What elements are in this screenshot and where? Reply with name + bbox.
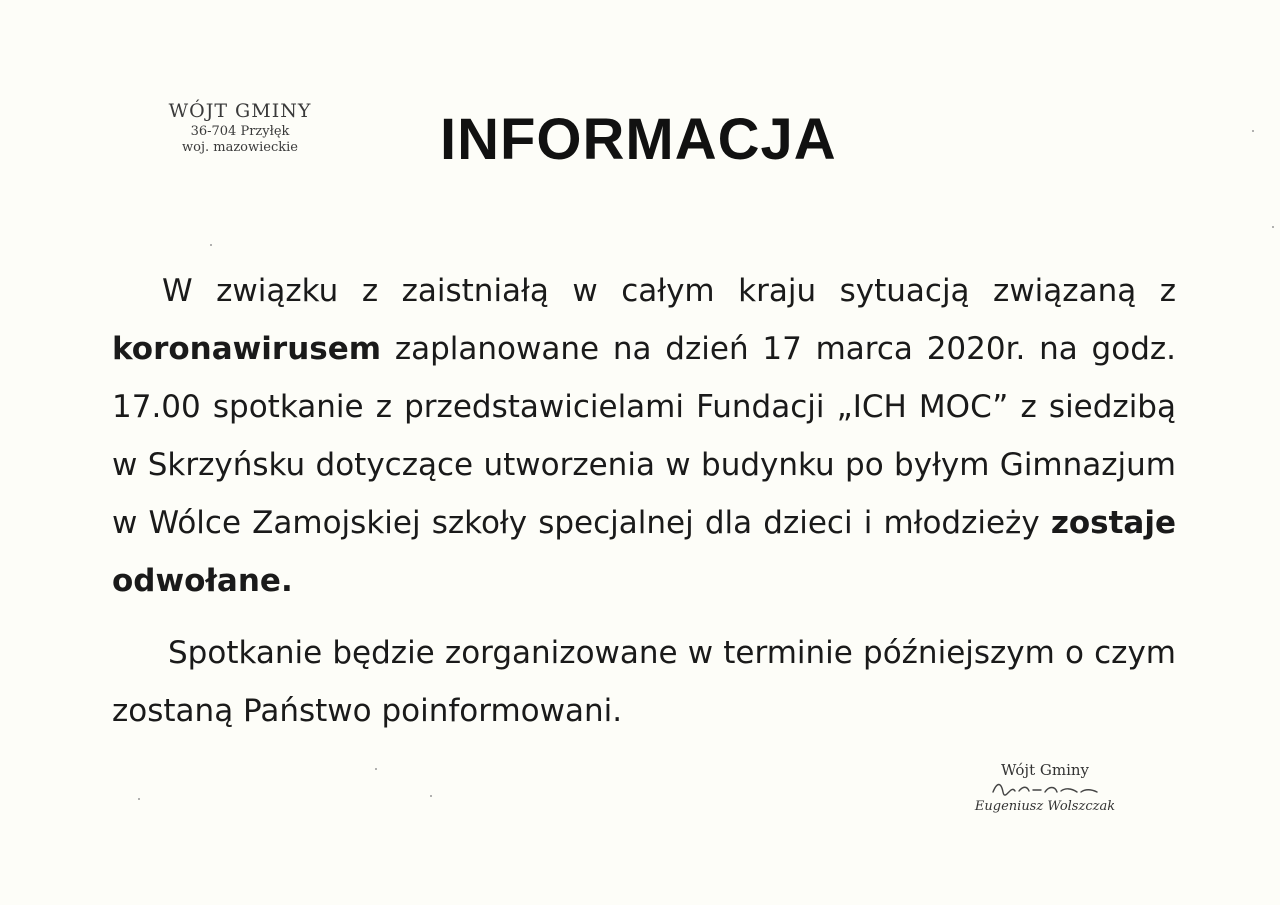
scan-speck <box>138 798 140 800</box>
page-title: INFORMACJA <box>440 107 837 172</box>
signatory-name: Eugeniusz Wolszczak <box>974 799 1116 814</box>
scan-speck <box>430 795 432 797</box>
bold-cancelled-notice: zostaje odwołane. <box>112 505 1176 599</box>
signature-block <box>955 760 1135 816</box>
stamp-title: WÓJT GMINY <box>168 100 312 122</box>
paragraph-followup: Spotkanie będzie zorganizowane w terminie późniejszym o czym zostaną Państwo poinformowani. <box>112 635 1176 729</box>
signature-role: Wójt Gminy <box>1000 761 1089 779</box>
announcement-body <box>112 262 1176 740</box>
stamp-region: woj. mazowieckie <box>182 140 298 155</box>
scan-speck <box>1252 130 1254 132</box>
bold-keyword-coronavirus: koronawirusem <box>112 331 382 367</box>
scan-speck <box>1272 226 1274 228</box>
paragraph-text: W związku z zaistniałą w całym kraju sytuacją związaną z <box>162 273 1176 309</box>
handwritten-signature-icon <box>985 780 1105 798</box>
scan-speck <box>210 244 212 246</box>
stamp-address: 36-704 Przyłęk <box>190 124 290 139</box>
scan-speck <box>375 768 377 770</box>
paragraph-text: zaplanowane na dzień 17 marca 2020r. na godz. 17.00 spotkanie z przedstawicielami Fundacji „ICH MOC” z siedzibą w Skrzyńsku dotyczące utworzenia w budynku po byłym Gimnazjum w Wólce Zamojskiej szkoły specjalnej dla dzieci i młodzieży <box>112 331 1176 541</box>
official-stamp <box>140 100 340 156</box>
paragraph-main <box>112 262 1176 610</box>
